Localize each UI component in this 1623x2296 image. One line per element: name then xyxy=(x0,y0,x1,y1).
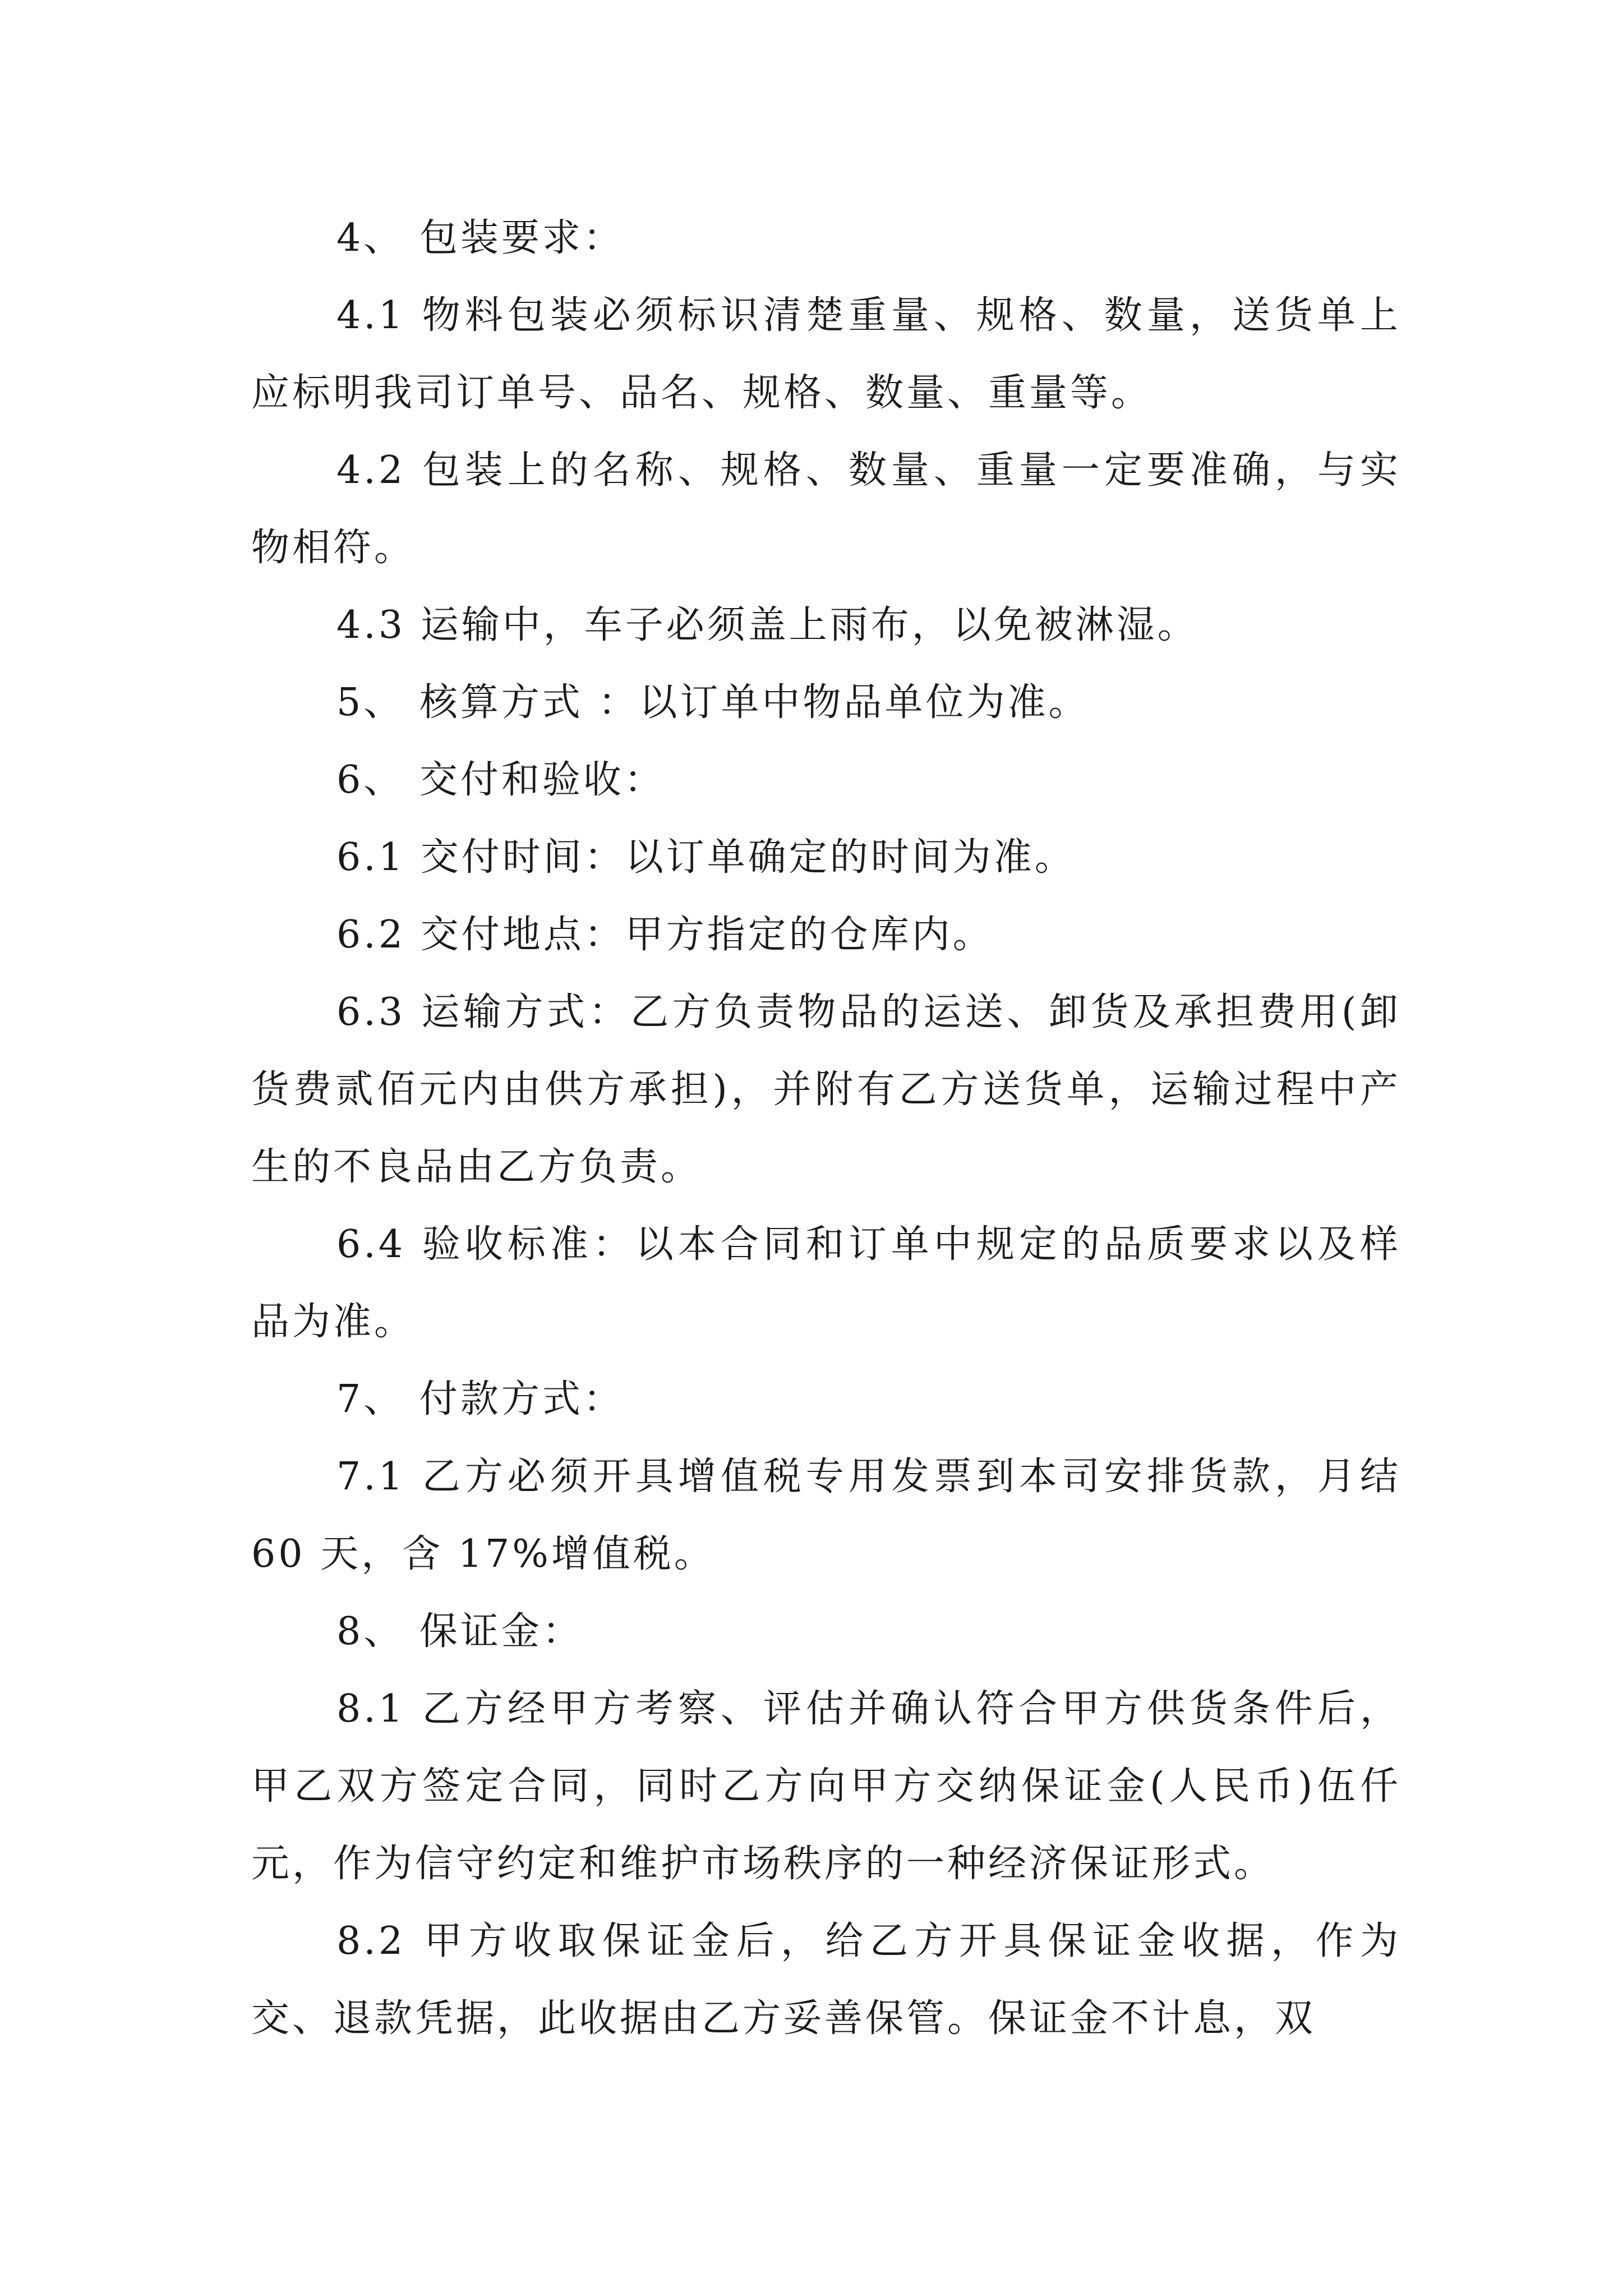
clause-6-2: 6.2 交付地点：甲方指定的仓库内。 xyxy=(336,913,994,957)
clause-4-3: 4.3 运输中，车子必须盖上雨布，以免被淋湿。 xyxy=(336,603,1198,647)
document-body xyxy=(251,200,1401,2058)
clause-8-2: 8.2 甲方收取保证金后，给乙方开具保证金收据，作为交、退款凭据，此收据由乙方妥善保管。保证金不计息，双 xyxy=(251,1919,1401,2041)
clause-6-3: 6.3 运输方式：乙方负责物品的运送、卸货及承担费用(卸货费贰佰元内由供方承担)，并附有乙方送货单，运输过程中产生的不良品由乙方负责。 xyxy=(251,990,1401,1189)
clause-4-1: 4.1 物料包装必须标识清楚重量、规格、数量，送货单上应标明我司订单号、品名、规格、数量、重量等。 xyxy=(251,293,1401,415)
section-heading-payment: 7、 付款方式： xyxy=(336,1377,624,1421)
clause-6-1: 6.1 交付时间：以订单确定的时间为准。 xyxy=(336,835,1076,880)
section-heading-delivery: 6、 交付和验收： xyxy=(336,758,665,802)
clause-8-1: 8.1 乙方经甲方考察、评估并确认符合甲方供货条件后，甲乙双方签定合同，同时乙方向甲方交纳保证金(人民币)伍仟元，作为信守约定和维护市场秩序的一种经济保证形式。 xyxy=(251,1687,1401,1886)
section-heading-deposit: 8、 保证金： xyxy=(336,1609,583,1654)
clause-4-2: 4.2 包装上的名称、规格、数量、重量一定要准确，与实物相符。 xyxy=(251,448,1401,570)
section-heading-accounting: 5、 核算方式 ：以订单中物品单位为准。 xyxy=(336,680,1090,725)
section-heading-packaging: 4、 包装要求： xyxy=(336,216,624,260)
clause-7-1: 7.1 乙方必须开具增值税专用发票到本司安排货款，月结 60 天，含 17%增值税。 xyxy=(251,1455,1401,1576)
clause-6-4: 6.4 验收标准：以本合同和订单中规定的品质要求以及样品为准。 xyxy=(251,1222,1401,1344)
